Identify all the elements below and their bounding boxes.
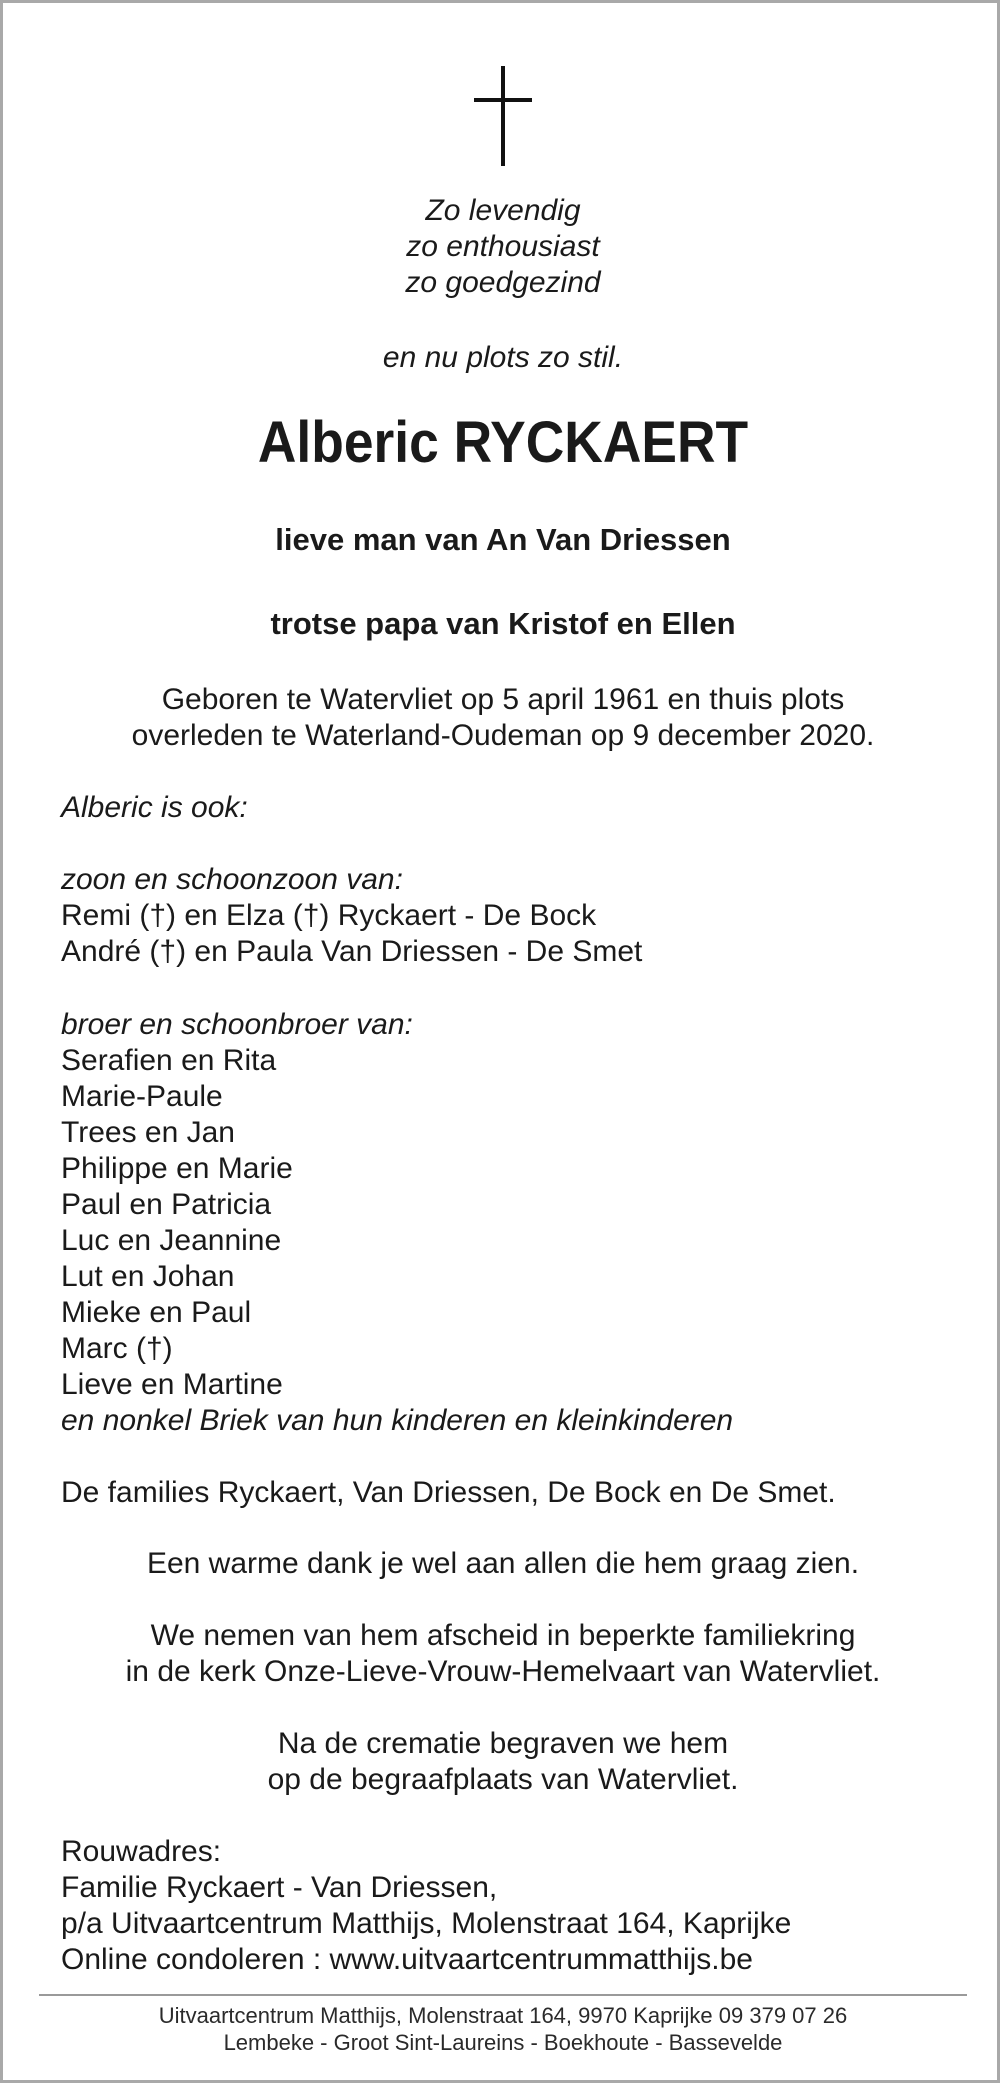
parents-line: Remi (†) en Elza (†) Ryckaert - De Bock xyxy=(61,899,597,932)
parents-heading: zoon en schoonzoon van: xyxy=(61,863,403,896)
also-intro: Alberic is ook: xyxy=(61,791,248,824)
families-line: De families Ryckaert, Van Driessen, De Bock en De Smet. xyxy=(61,1476,836,1509)
sibling-line: Luc en Jeannine xyxy=(61,1224,282,1257)
parents-line: André (†) en Paula Van Driessen - De Smet xyxy=(61,935,643,968)
address-heading: Rouwadres: xyxy=(61,1835,222,1868)
sibling-line: Serafien en Rita xyxy=(61,1044,277,1077)
mourning-address xyxy=(61,1834,961,1978)
address-line: p/a Uitvaartcentrum Matthijs, Molenstraat 164, Kaprijke xyxy=(61,1907,792,1940)
deceased-name: Alberic RYCKAERT xyxy=(257,410,749,475)
poem-last-line: en nu plots zo stil. xyxy=(382,341,624,374)
address-line: Familie Ryckaert - Van Driessen, xyxy=(61,1871,498,1904)
sibling-line: Lieve en Martine xyxy=(61,1368,283,1401)
cross-icon xyxy=(474,66,532,166)
relation-children: trotse papa van Kristof en Ellen xyxy=(270,606,736,641)
cremation-line: op de begraafplaats van Watervliet. xyxy=(267,1763,739,1796)
sibling-line: Philippe en Marie xyxy=(61,1152,293,1185)
sibling-line: Lut en Johan xyxy=(61,1260,235,1293)
siblings-closing: en nonkel Briek van hun kinderen en kleinkinderen xyxy=(61,1404,734,1437)
footer-line: Lembeke - Groot Sint-Laureins - Boekhoute - Bassevelde xyxy=(223,2030,783,2055)
siblings-section xyxy=(61,1007,961,1439)
sibling-line: Trees en Jan xyxy=(61,1116,235,1149)
poem-line: Zo levendig xyxy=(425,194,581,227)
cremation-statement xyxy=(3,1726,1000,1798)
footer-divider xyxy=(39,1994,967,1996)
cremation-line: Na de crematie begraven we hem xyxy=(277,1727,729,1760)
farewell-line: in de kerk Onze-Lieve-Vrouw-Hemelvaart van Watervliet. xyxy=(125,1655,881,1688)
birth-death-statement xyxy=(3,682,1000,754)
parents-section xyxy=(61,862,961,970)
sibling-line: Marc (†) xyxy=(61,1332,173,1365)
birth-line: Geboren te Watervliet op 5 april 1961 en thuis plots xyxy=(161,683,845,716)
sibling-line: Paul en Patricia xyxy=(61,1188,272,1221)
farewell-statement xyxy=(3,1618,1000,1690)
sibling-line: Mieke en Paul xyxy=(61,1296,252,1329)
poem-line: zo enthousiast xyxy=(406,230,600,263)
footer-line: Uitvaartcentrum Matthijs, Molenstraat 164, 9970 Kaprijke 09 379 07 26 xyxy=(158,2003,848,2028)
farewell-line: We nemen van hem afscheid in beperkte familiekring xyxy=(150,1619,856,1652)
thanks-line: Een warme dank je wel aan allen die hem graag zien. xyxy=(146,1547,860,1580)
death-line: overleden te Waterland-Oudeman op 9 december 2020. xyxy=(131,719,875,752)
funeral-home-footer xyxy=(3,2002,1000,2056)
siblings-heading: broer en schoonbroer van: xyxy=(61,1008,413,1041)
poem xyxy=(3,193,1000,301)
condolence-link[interactable]: Online condoleren : www.uitvaartcentrummatthijs.be xyxy=(61,1943,753,1976)
relation-spouse: lieve man van An Van Driessen xyxy=(275,522,731,557)
sibling-line: Marie-Paule xyxy=(61,1080,223,1113)
poem-line: zo goedgezind xyxy=(405,266,601,299)
